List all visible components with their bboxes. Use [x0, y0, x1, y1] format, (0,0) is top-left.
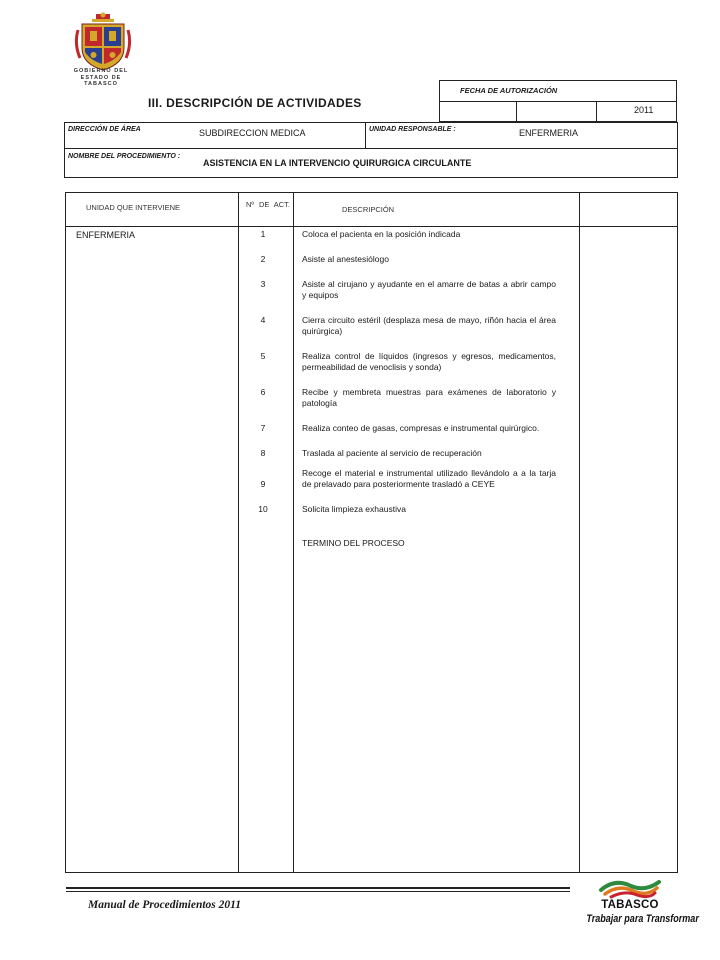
table-row: [238, 279, 580, 301]
activity-description: Asiste al cirujano y ayudante en el amarre de batas a abrir campo y equipos: [302, 279, 556, 300]
activities-table: [65, 192, 678, 873]
footer-manual-title: Manual de Procedimientos 2011: [88, 899, 242, 911]
activity-number: 5: [260, 351, 266, 361]
header-divider: [66, 226, 677, 227]
page-title: III. DESCRIPCIÓN DE ACTIVIDADES: [148, 96, 362, 110]
unit-value: ENFERMERIA: [519, 128, 579, 138]
procedure-value: ASISTENCIA EN LA INTERVENCIO QUIRURGICA CIRCULANTE: [203, 158, 472, 168]
activity-description: Realiza conteo de gasas, compresas e instrumental quirúrgico.: [302, 423, 540, 433]
activity-number: 4: [260, 315, 266, 325]
activity-description: Cierra circuito estéril (desplaza mesa de mayo, riñón hacia el área quirúrgica): [302, 315, 556, 336]
process-end-text: TERMINO DEL PROCESO: [302, 538, 405, 548]
table-row: [238, 315, 580, 337]
column-header-number: Nº DE ACT.: [246, 200, 290, 209]
divider: [65, 148, 677, 149]
activity-description: Realiza control de líquidos (ingresos y egresos, medicamentos, permeabilidad de venoclisis y sonda): [302, 351, 556, 372]
procedure-header-box: [64, 122, 678, 178]
activity-description: Solicita limpieza exhaustiva: [302, 504, 406, 514]
activity-number: 7: [260, 423, 266, 433]
authorization-label: FECHA DE AUTORIZACIÓN: [460, 86, 558, 95]
activity-description: Traslada al paciente al servicio de recuperación: [302, 448, 482, 458]
footer-rule: [66, 891, 570, 892]
activity-description: Recoge el material e instrumental utilizado llevándolo a a la tarja de prelavado para posteriormente trasladó a CEYE: [302, 468, 556, 489]
procedure-label: NOMBRE DEL PROCEDIMIENTO :: [68, 153, 181, 160]
area-value: SUBDIRECCION MEDICA: [199, 128, 306, 138]
authorization-box: [439, 80, 677, 122]
activity-description: Recibe y membreta muestras para exámenes de laboratorio y patología: [302, 387, 556, 408]
authorization-date-row: [440, 101, 676, 121]
logo-line: ESTADO DE: [80, 74, 122, 81]
logo-caption: [66, 68, 136, 88]
area-label: DIRECCIÓN DE ÁREA: [68, 126, 141, 133]
activity-description: Coloca el pacienta en la posición indicada: [302, 229, 461, 239]
unit-cell: ENFERMERIA: [76, 230, 136, 240]
logo-line: GOBIERNO DEL: [73, 68, 129, 74]
table-row: [238, 254, 580, 265]
activity-number: 8: [260, 448, 266, 458]
activity-number: 6: [260, 387, 266, 397]
table-row: [238, 448, 580, 459]
column-header-unit: UNIDAD QUE INTERVIENE: [86, 203, 181, 212]
table-row: [238, 468, 580, 490]
divider: [516, 102, 517, 122]
activity-number: 10: [258, 504, 268, 514]
activity-number: 2: [260, 254, 266, 264]
table-row: [238, 387, 580, 409]
activity-number: 9: [260, 479, 266, 489]
authorization-year: 2011: [634, 105, 654, 115]
table-row: [238, 351, 580, 373]
activity-number: 1: [260, 229, 266, 239]
column-header-description: DESCRIPCIÓN: [342, 205, 395, 214]
table-row: [238, 229, 580, 240]
activity-description: Asiste al anestesiólogo: [302, 254, 389, 264]
footer-rule: [66, 887, 570, 889]
divider: [596, 102, 597, 122]
activity-rows: [238, 229, 580, 549]
brand-name: TABASCO: [601, 899, 659, 911]
table-row: [238, 538, 580, 549]
activity-number: [238, 538, 294, 549]
activity-number: 3: [260, 279, 266, 289]
unit-label: UNIDAD RESPONSABLE :: [369, 126, 456, 133]
brand-slogan: Trabajar para Transformar: [586, 913, 699, 925]
divider: [365, 123, 366, 148]
table-row: [238, 504, 580, 515]
logo-line: TABASCO: [84, 81, 118, 87]
table-row: [238, 423, 580, 434]
